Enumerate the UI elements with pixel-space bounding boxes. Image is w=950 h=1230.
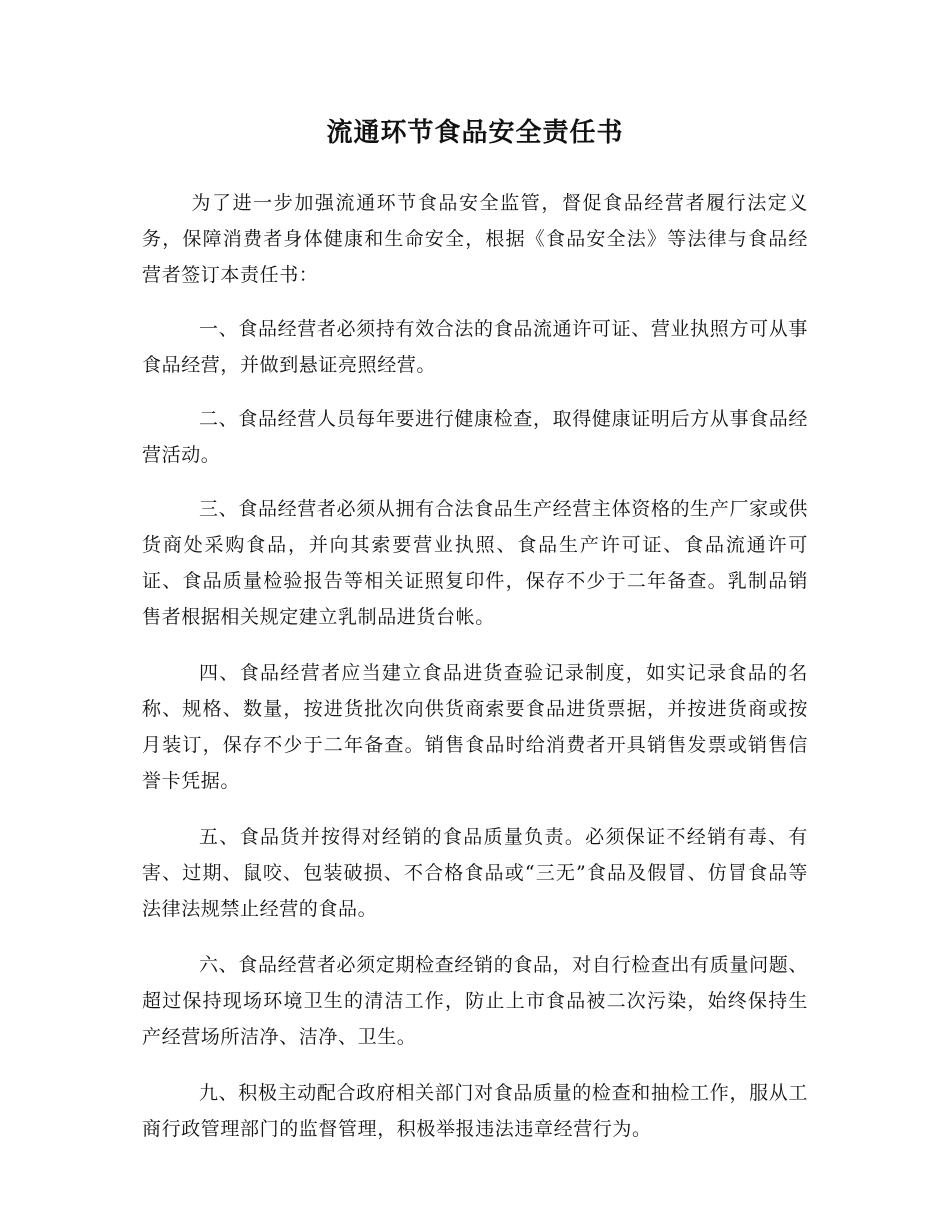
document-title: 流通环节食品安全责任书 — [326, 118, 624, 148]
intro-paragraph: 为了进一步加强流通环节食品安全监管，督促食品经营者履行法定义务，保障消费者身体健康和生命安全，根据《食品安全法》等法律与食品经营者签订本责任书： — [142, 192, 808, 286]
clause-2-paragraph: 二、食品经营人员每年要进行健康检查，取得健康证明后方从事食品经营活动。 — [142, 408, 808, 466]
clause-9-paragraph: 九、积极主动配合政府相关部门对食品质量的检查和抽检工作，服从工商行政管理部门的监督管理，积极举报违法违章经营行为。 — [142, 1082, 808, 1140]
clause-6-paragraph: 六、食品经营者必须定期检查经销的食品，对自行检查出有质量问题、超过保持现场环境卫生的清洁工作，防止上市食品被二次污染，始终保持生产经营场所洁净、洁净、卫生。 — [142, 954, 808, 1048]
clause-3-paragraph: 三、食品经营者必须从拥有合法食品生产经营主体资格的生产厂家或供货商处采购食品，并向其索要营业执照、食品生产许可证、食品流通许可证、食品质量检验报告等相关证照复印件，保存不少于二年备查。乳制品销售者根据相关规定建立乳制品进货台帐。 — [142, 498, 808, 628]
clause-5-paragraph: 五、食品货并按得对经销的食品质量负责。必须保证不经销有毒、有害、过期、鼠咬、包装破损、不合格食品或“三无”食品及假冒、仿冒食品等法律法规禁止经营的食品。 — [142, 826, 808, 920]
clause-1-paragraph: 一、食品经营者必须持有效合法的食品流通许可证、营业执照方可从事食品经营，并做到悬证亮照经营。 — [142, 318, 808, 376]
clause-4-paragraph: 四、食品经营者应当建立食品进货查验记录制度，如实记录食品的名称、规格、数量，按进货批次向供货商索要食品进货票据，并按进货商或按月装订，保存不少于二年备查。销售食品时给消费者开具销售发票或销售信誉卡凭据。 — [142, 662, 808, 792]
